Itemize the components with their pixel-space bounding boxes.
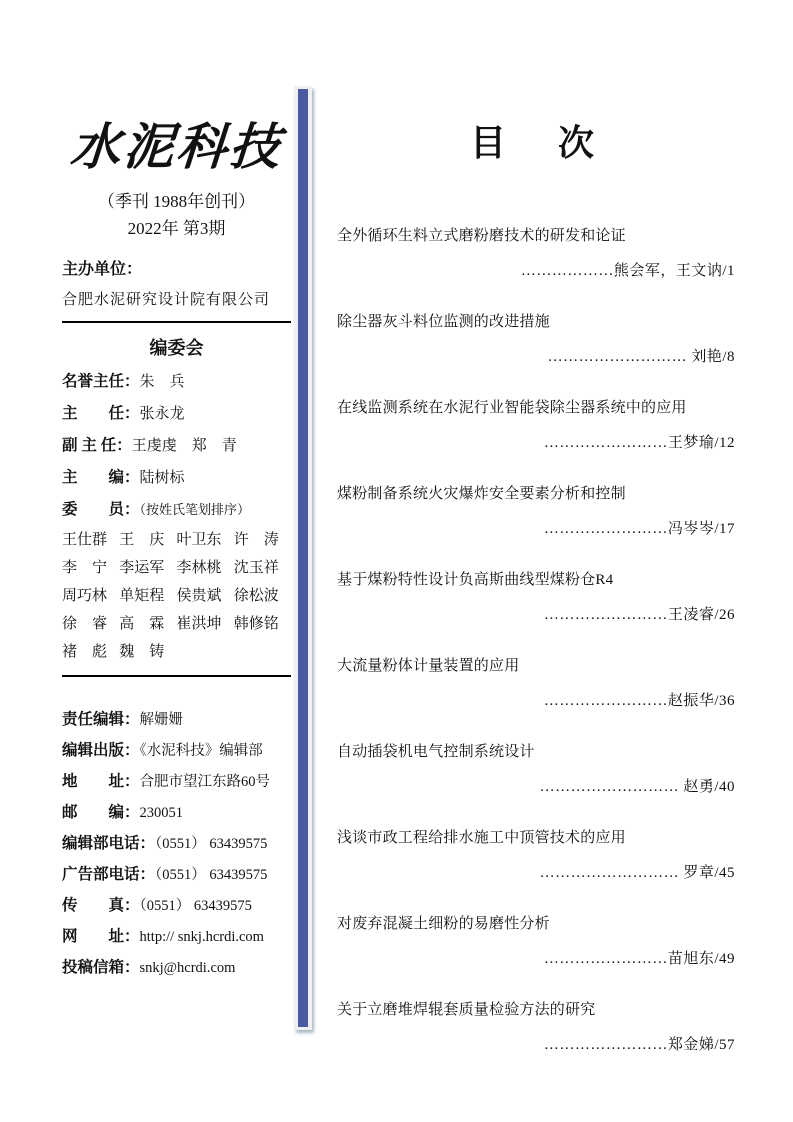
role-label: 主 编： <box>62 469 140 486</box>
contact-row <box>62 803 291 823</box>
toc-entry <box>337 742 735 797</box>
toc-article-title: 对废弃混凝土细粉的易磨性分析 <box>337 916 550 932</box>
contact-label: 编辑部电话： <box>62 835 156 852</box>
toc-article-title: 除尘器灰斗料位监测的改进措施 <box>337 314 550 330</box>
toc-entry <box>337 570 735 625</box>
website-url: http:// snkj.hcrdi.com <box>139 929 264 945</box>
contact-label: 网 址： <box>62 928 140 945</box>
editorial-board-members <box>62 531 291 662</box>
toc-author-page: ………………熊会军，王文讷/1 <box>520 263 735 279</box>
contact-value: 解姗姗 <box>139 712 184 728</box>
contact-row <box>62 958 291 978</box>
member-name: 韩修铭 <box>233 616 279 632</box>
toc-entry <box>337 656 735 711</box>
member-name: 褚 彪 <box>62 644 108 660</box>
organizer-name: 合肥水泥研究设计院有限公司 <box>62 292 271 308</box>
toc-author-page: ……………………王梦瑜/12 <box>543 435 735 451</box>
member-name: 徐松波 <box>233 588 279 604</box>
contact-label: 广告部电话： <box>62 866 156 883</box>
role-value: 张永龙 <box>139 406 185 422</box>
contact-label: 编辑出版： <box>62 742 140 759</box>
member-name: 侯贵斌 <box>176 588 222 604</box>
editorial-board-roles <box>62 372 291 519</box>
toc-entry <box>337 398 735 453</box>
contact-row <box>62 710 291 730</box>
toc-article-title: 煤粉制备系统火灾爆炸安全要素分析和控制 <box>337 486 626 502</box>
contact-value: 合肥市望江东路60号 <box>139 774 271 790</box>
member-name: 李运军 <box>119 560 165 576</box>
member-name: 王 庆 <box>119 532 165 548</box>
toc-article-title: 大流量粉体计量装置的应用 <box>337 658 520 674</box>
member-name: 王仕群 <box>62 532 108 548</box>
toc-article-title: 浅谈市政工程给排水施工中顶管技术的应用 <box>337 830 626 846</box>
role-row <box>62 468 291 488</box>
member-name: 周巧林 <box>62 588 108 604</box>
toc-heading: 目 次 <box>469 123 602 163</box>
vertical-divider-bar <box>298 89 308 1027</box>
contact-value: （0551） 63439575 <box>155 836 268 852</box>
member-name: 魏 铸 <box>119 644 165 660</box>
contact-value: （0551） 63439575 <box>155 867 268 883</box>
contact-row <box>62 927 291 947</box>
member-name: 许 涛 <box>233 532 279 548</box>
contact-row <box>62 834 291 854</box>
role-label: 主 任： <box>62 405 140 422</box>
role-row <box>62 436 291 456</box>
contact-row <box>62 772 291 792</box>
role-row <box>62 500 291 519</box>
toc-entry <box>337 484 735 539</box>
masthead-panel <box>62 96 291 989</box>
role-label: 委 员： <box>62 501 140 518</box>
member-name: 高 霖 <box>119 616 165 632</box>
contact-row <box>62 896 291 916</box>
journal-title: 水泥科技 <box>68 119 285 175</box>
organizer-label: 主办单位： <box>62 261 143 278</box>
divider-rule-top <box>62 321 291 323</box>
toc-author-page: ……………………王凌睿/26 <box>543 607 735 623</box>
member-name: 徐 睿 <box>62 616 108 632</box>
member-name: 崔洪坤 <box>176 616 222 632</box>
toc-article-title: 基于煤粉特性设计负高斯曲线型煤粉仓R4 <box>337 572 614 588</box>
contact-value: 230051 <box>139 805 184 821</box>
member-name: 单矩程 <box>119 588 165 604</box>
toc-entry <box>337 312 735 367</box>
toc-author-page: ……………………苗旭东/49 <box>543 951 735 967</box>
contact-label: 责任编辑： <box>62 711 140 728</box>
toc-entry <box>337 914 735 969</box>
contact-row <box>62 741 291 761</box>
role-value: 朱 兵 <box>139 374 185 390</box>
toc-entry <box>337 828 735 883</box>
contact-label: 投稿信箱： <box>62 959 140 976</box>
toc-entry <box>337 1000 735 1055</box>
editorial-board-heading: 编委会 <box>149 338 204 358</box>
member-name: 李 宁 <box>62 560 108 576</box>
role-row <box>62 404 291 424</box>
toc-article-title: 自动插袋机电气控制系统设计 <box>337 744 535 760</box>
toc-author-page: ……………………冯岑岑/17 <box>543 521 735 537</box>
role-value: （按姓氏笔划排序） <box>139 502 251 517</box>
toc-entry <box>337 226 735 281</box>
toc-author-page: ……………………赵振华/36 <box>543 693 735 709</box>
issue-line: 2022年 第3期 <box>127 219 226 238</box>
contact-label: 地 址： <box>62 773 140 790</box>
contact-label: 邮 编： <box>62 804 140 821</box>
vertical-divider <box>294 86 312 1030</box>
toc-article-title: 全外循环生料立式磨粉磨技术的研发和论证 <box>337 228 626 244</box>
role-row <box>62 372 291 392</box>
journal-subtitle: （季刊 1988年创刊） <box>97 192 256 211</box>
toc-author-page: ……………………… 罗章/45 <box>539 865 735 881</box>
toc-author-page: ……………………… 刘艳/8 <box>547 349 735 365</box>
toc-article-title: 关于立磨堆焊辊套质量检验方法的研究 <box>337 1002 596 1018</box>
role-label: 名誉主任： <box>62 373 140 390</box>
contact-row <box>62 865 291 885</box>
divider-rule-bottom <box>62 675 291 677</box>
toc-author-page: ……………………郑金娣/57 <box>543 1037 735 1053</box>
role-label: 副 主 任： <box>62 437 132 454</box>
toc-author-page: ……………………… 赵勇/40 <box>539 779 735 795</box>
member-name: 李林桃 <box>176 560 222 576</box>
contact-label: 传 真： <box>62 897 140 914</box>
publication-info <box>62 710 291 978</box>
toc-article-title: 在线监测系统在水泥行业智能袋除尘器系统中的应用 <box>337 400 687 416</box>
role-value: 陆树标 <box>139 470 185 486</box>
member-name: 叶卫东 <box>176 532 222 548</box>
contact-value: 《水泥科技》编辑部 <box>139 743 263 759</box>
toc-list <box>337 226 735 1086</box>
submission-email: snkj@hcrdi.com <box>139 960 236 976</box>
role-value: 王虔虔 郑 青 <box>131 438 237 454</box>
contact-value: （0551） 63439575 <box>139 898 252 914</box>
member-name: 沈玉祥 <box>233 560 279 576</box>
